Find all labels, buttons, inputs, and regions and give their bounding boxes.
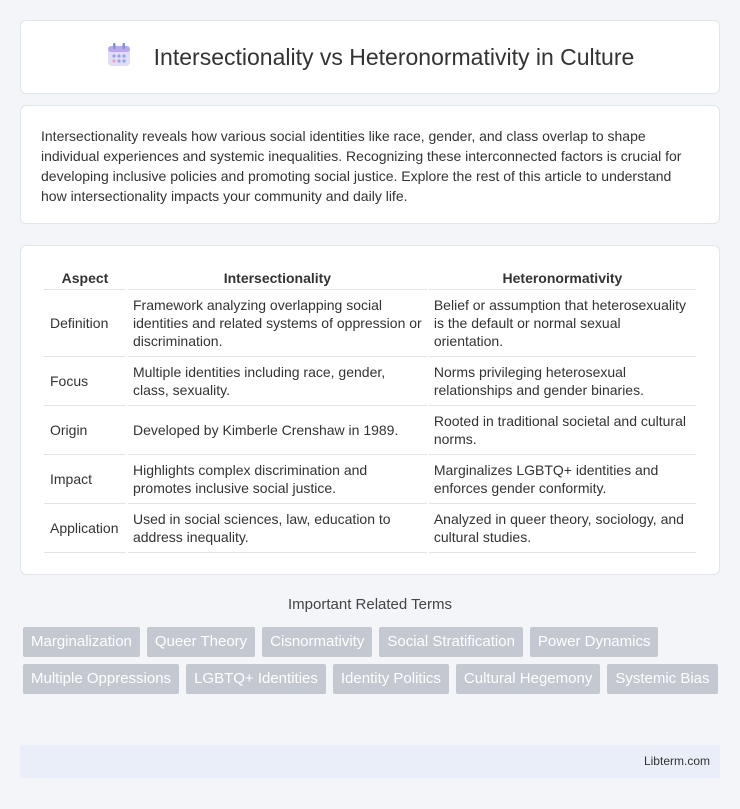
- column-header-intersectionality: Intersectionality: [128, 266, 427, 290]
- footer-site-link[interactable]: Libterm.com: [643, 754, 710, 768]
- row-intersectionality: Multiple identities including race, gender, class, sexuality.: [128, 357, 427, 406]
- table-row: [44, 406, 696, 455]
- row-intersectionality: Used in social sciences, law, education to address inequality.: [128, 504, 427, 553]
- row-intersectionality: Framework analyzing overlapping social identities and related systems of oppression or discrimination.: [128, 290, 427, 357]
- term-tag[interactable]: Cultural Hegemony: [456, 664, 600, 694]
- row-heteronormativity: Belief or assumption that heterosexuality is the default or normal sexual orientation.: [429, 290, 696, 357]
- calendar-grid-icon: [106, 42, 132, 73]
- row-aspect: Impact: [44, 455, 126, 504]
- table-row: [44, 357, 696, 406]
- table-row: [44, 504, 696, 553]
- related-terms-title: Important Related Terms: [288, 596, 452, 613]
- term-tag[interactable]: Marginalization: [23, 627, 140, 657]
- table-row: [44, 290, 696, 357]
- page-title: Intersectionality vs Heteronormativity in Culture: [153, 43, 635, 70]
- term-tag[interactable]: Queer Theory: [147, 627, 255, 657]
- row-aspect: Application: [44, 504, 126, 553]
- row-aspect: Focus: [44, 357, 126, 406]
- row-intersectionality: Highlights complex discrimination and promotes inclusive social justice.: [128, 455, 427, 504]
- row-heteronormativity: Analyzed in queer theory, sociology, and cultural studies.: [429, 504, 696, 553]
- row-heteronormativity: Rooted in traditional societal and cultural norms.: [429, 406, 696, 455]
- term-tag[interactable]: LGBTQ+ Identities: [186, 664, 326, 694]
- term-tag[interactable]: Cisnormativity: [262, 627, 372, 657]
- table-row: [44, 455, 696, 504]
- row-heteronormativity: Marginalizes LGBTQ+ identities and enforces gender conformity.: [429, 455, 696, 504]
- row-aspect: Definition: [44, 290, 126, 357]
- term-tag[interactable]: Multiple Oppressions: [23, 664, 179, 694]
- term-tag[interactable]: Social Stratification: [379, 627, 523, 657]
- term-tag[interactable]: Identity Politics: [333, 664, 449, 694]
- row-aspect: Origin: [44, 406, 126, 455]
- footer: [20, 745, 720, 778]
- term-tag[interactable]: Power Dynamics: [530, 627, 659, 657]
- row-intersectionality: Developed by Kimberle Crenshaw in 1989.: [128, 406, 427, 455]
- column-header-aspect: Aspect: [44, 266, 126, 290]
- intro-text: Intersectionality reveals how various social identities like race, gender, and class overlap to shape individual experiences and systemic inequalities. Recognizing these interconnected factors is crucial for developing inclusive policies and promoting social justice. Explore the rest of this article to understand how intersectionality impacts your community and daily life.: [41, 128, 682, 204]
- comparison-table-card: [20, 245, 720, 575]
- column-header-heteronormativity: Heteronormativity: [429, 266, 696, 290]
- related-terms-list: [23, 627, 723, 694]
- row-heteronormativity: Norms privileging heterosexual relationships and gender binaries.: [429, 357, 696, 406]
- term-tag[interactable]: Systemic Bias: [607, 664, 717, 694]
- header-card: [20, 20, 720, 94]
- comparison-table: [42, 266, 698, 553]
- intro-card: [20, 105, 720, 224]
